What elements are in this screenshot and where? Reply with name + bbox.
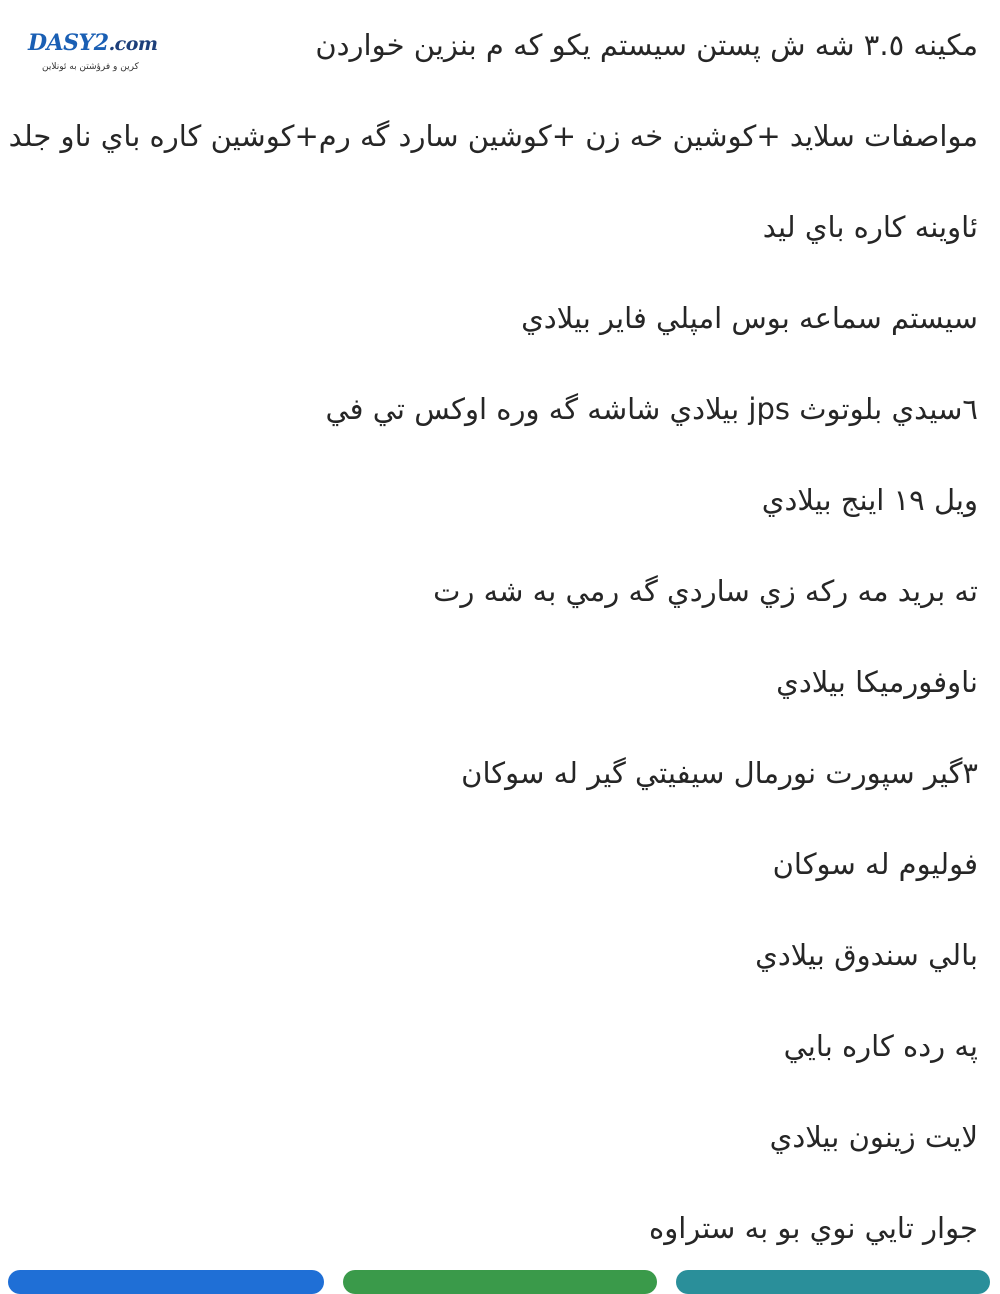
spec-item: سيستم سماعه بوس امپلي فاير بيلادي	[521, 301, 978, 335]
logo-tagline: كرين و فرؤشتن به ئونلاين	[42, 62, 139, 72]
spec-item: لايت زينون بيلادي	[769, 1120, 978, 1154]
spec-item: بالي سندوق بيلادي	[755, 938, 978, 972]
spec-item: ناوفورميكا بيلادي	[776, 665, 978, 699]
spec-item: جوار تايي نوي بو به ستراوه	[649, 1211, 978, 1245]
logo-brand: DASY2	[28, 30, 109, 56]
spec-item: ٦سيدي بلوتوث jps بيلادي شاشه گه وره اوكس تي في	[325, 392, 978, 426]
spec-item: ٣گير سپورت نورمال سيفيتي گير له سوكان	[461, 756, 978, 790]
spec-list	[8, 0, 978, 1274]
spec-item: ئاوينه كاره باي ليد	[762, 210, 978, 244]
spec-item: ته بريد مه ركه زي ساردي گه رمي به شه رت	[433, 574, 978, 608]
action-button-teal[interactable]	[676, 1270, 990, 1294]
spec-item: فوليوم له سوكان	[772, 847, 978, 881]
logo-tld: .com	[108, 33, 158, 55]
spec-item: مواصفات سلايد +كوشين خه زن +كوشين سارد گه رم+كوشين كاره باي ناو جلد	[8, 119, 978, 153]
spec-item: ويل ١٩ اينج بيلادي	[761, 483, 978, 517]
bottom-action-bar	[0, 1270, 1000, 1280]
action-button-green[interactable]	[343, 1270, 657, 1294]
spec-item: په رده كاره بايي	[783, 1029, 978, 1063]
action-button-blue[interactable]	[8, 1270, 324, 1294]
spec-item: مكينه ٣.٥ شه ش پستن سيستم يكو كه م بنزين خواردن	[315, 28, 978, 62]
